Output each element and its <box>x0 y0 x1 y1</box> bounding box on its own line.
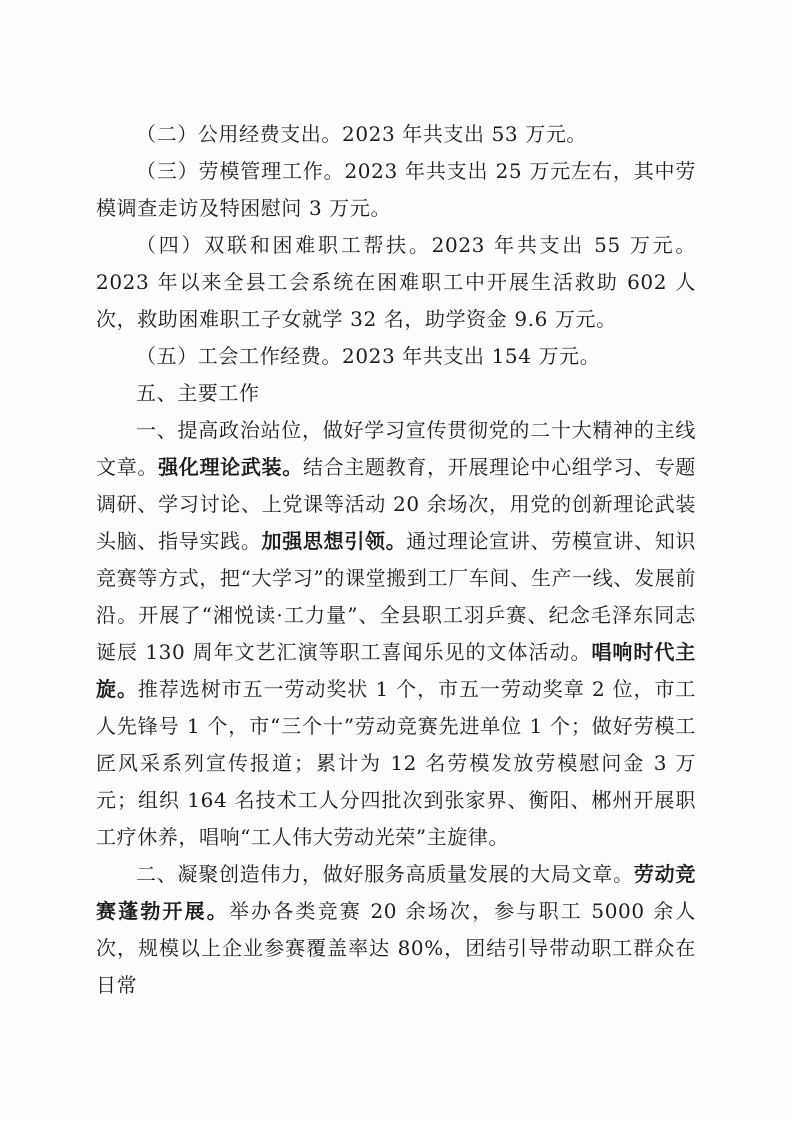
paragraph-text: （四）双联和困难职工帮扶。2023 年共支出 55 万元。2023 年以来全县工会系统在困难职工中开展生活救助 602 人次，救助困难职工子女就学 32 名，助学资金 9.6 万元。 <box>96 233 696 331</box>
paragraph-public-expense <box>96 116 696 153</box>
paragraph-text: 二、凝聚创造伟力，做好服务高质量发展的大局文章。 <box>136 862 634 886</box>
paragraph-text: 一、提高政治站位，做好学习宣传贯彻党的二十大精神的主线文章。 <box>96 418 696 479</box>
bold-heading-text: 强化理论武装。 <box>158 455 303 479</box>
paragraph-text: （三）劳模管理工作。2023 年共支出 25 万元左右，其中劳模调查走访及特困慰问 3 万元。 <box>96 159 696 220</box>
bold-heading-text: 加强思想引领。 <box>261 529 407 553</box>
paragraph-work-item-one <box>96 412 696 856</box>
paragraph-union-work-funds <box>96 338 696 375</box>
paragraph-text: 推荐选树市五一劳动奖状 1 个，市五一劳动奖章 2 位，市工人先锋号 1 个，市“三个十”劳动竞赛先进单位 1 个；做好劳模工匠风采系列宣传报道；累计为 12 名劳模发放劳模慰问金 3 万元；组织 164 名技术工人分四批次到张家界、衡阳、郴州开展职工疗休养，唱响“工人伟大劳动光荣”主旋律。 <box>96 677 696 849</box>
paragraph-work-item-two <box>96 856 696 1004</box>
paragraph-text: 五、主要工作 <box>136 381 260 405</box>
paragraph-model-worker-management <box>96 153 696 227</box>
bold-heading-text: 唱响时代主旋。 <box>96 640 696 701</box>
paragraph-text: 举办各类竞赛 20 余场次，参与职工 5000 余人次，规模以上企业参赛覆盖率达 80%，团结引导带动职工群众在日常 <box>96 899 696 997</box>
paragraph-text: 通过理论宣讲、劳模宣讲、知识竞赛等方式，把“大学习”的课堂搬到工厂车间、生产一线、发展前沿。开展了“湘悦读·工力量”、全县职工羽乒赛、纪念毛泽东同志诞辰 130 周年文艺汇演等职工喜闻乐见的文体活动。 <box>96 529 697 664</box>
paragraph-text: （五）工会工作经费。2023 年共支出 154 万元。 <box>136 344 601 368</box>
bold-heading-text: 劳动竞赛蓬勃开展。 <box>96 862 696 923</box>
paragraph-text: （二）公用经费支出。2023 年共支出 53 万元。 <box>136 122 588 146</box>
paragraph-poverty-assistance <box>96 227 696 338</box>
paragraph-section-five-heading <box>96 375 696 412</box>
paragraph-text: 结合主题教育，开展理论中心组学习、专题调研、学习讨论、上党课等活动 20 余场次，用党的创新理论武装头脑、指导实践。 <box>96 455 696 553</box>
document-body <box>96 116 696 1004</box>
